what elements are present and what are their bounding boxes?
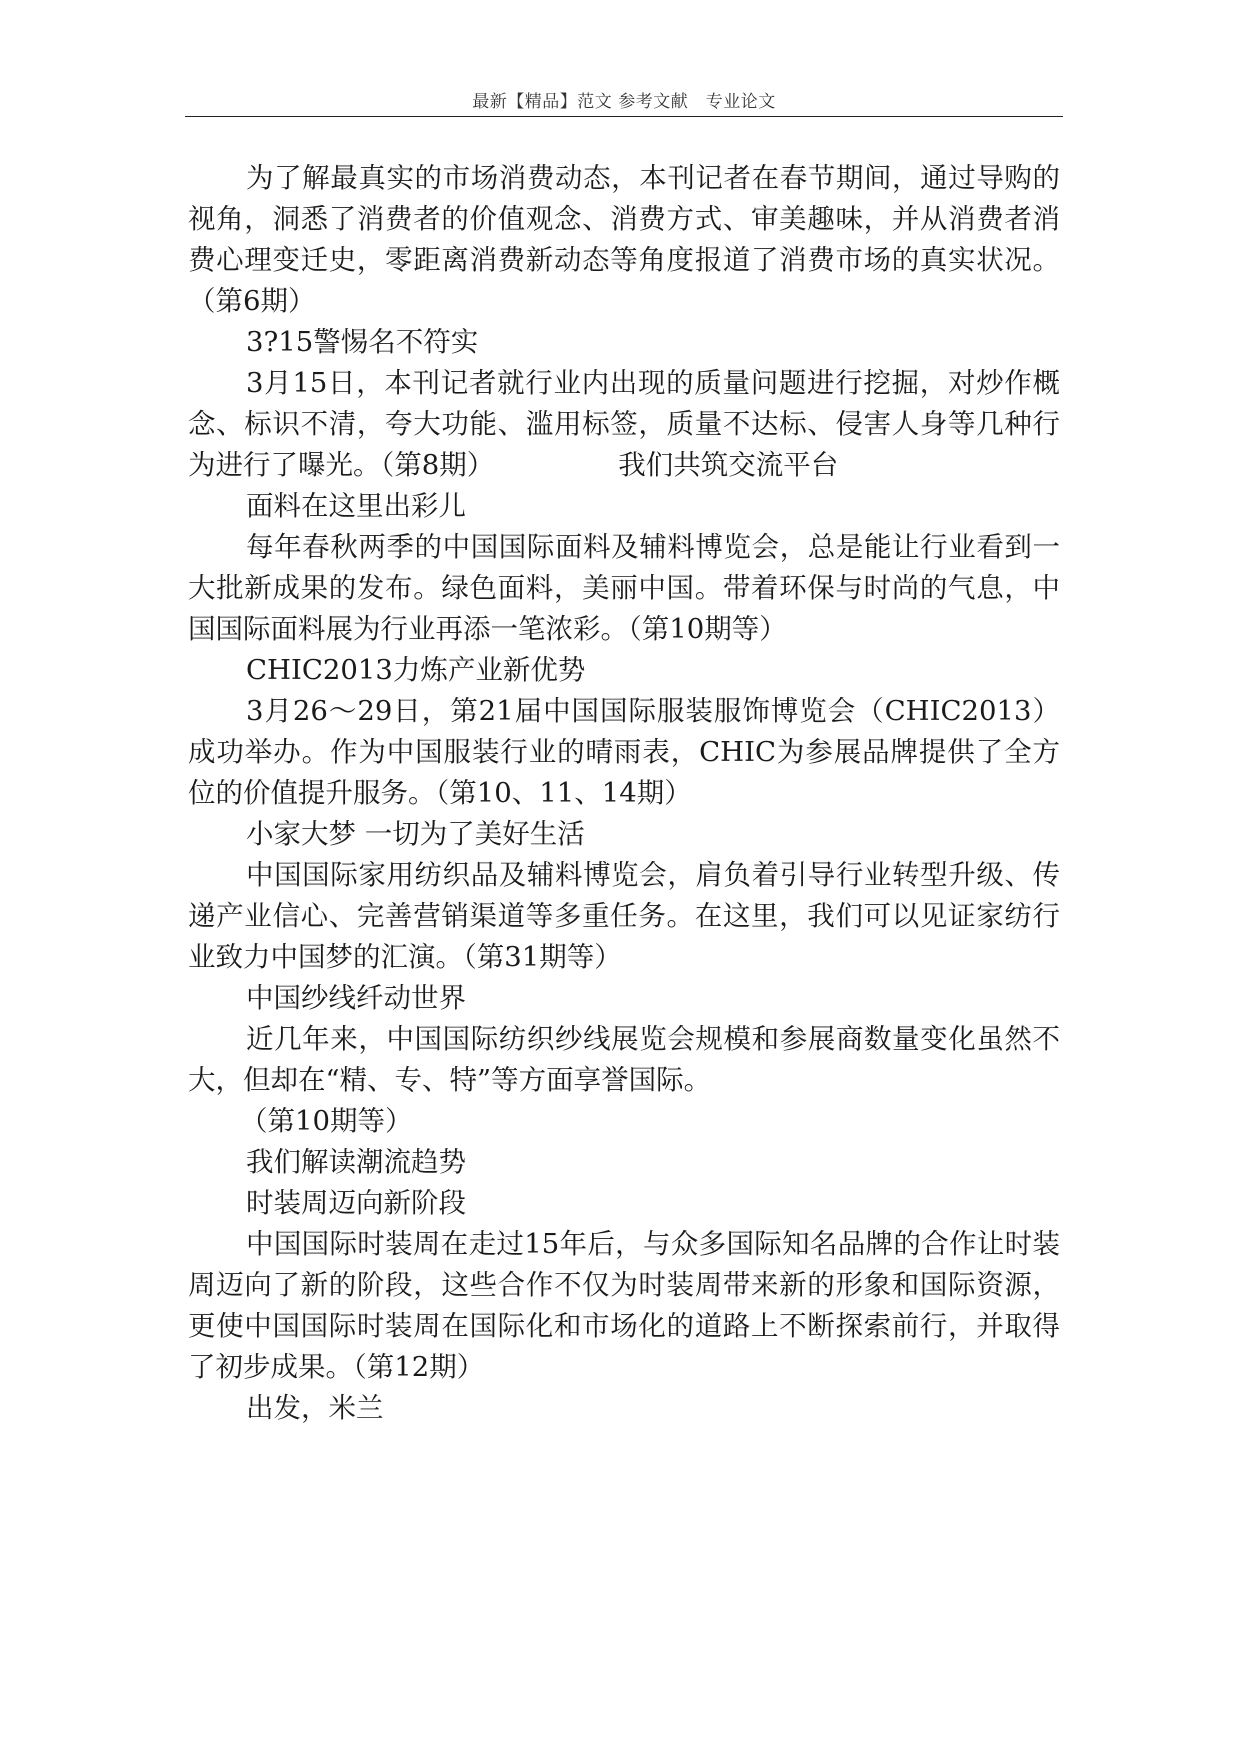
section-heading: 中国纱线纤动世界: [246, 982, 466, 1014]
section-heading: 时装周迈向新阶段: [246, 1187, 466, 1219]
paragraph: [188, 363, 1060, 486]
paragraph: 近几年来，中国国际纺织纱线展览会规模和参展商数量变化虽然不大，但却在“精、专、特”等方面享誉国际。: [188, 1023, 1060, 1096]
paragraph: 3月26～29日，第21届中国国际服装服饰博览会（CHIC2013）成功举办。作为中国服装行业的晴雨表，CHIC为参展品牌提供了全方位的价值提升服务。（第10、11、14期）: [188, 695, 1060, 809]
paragraph: 中国国际家用纺织品及辅料博览会，肩负着引导行业转型升级、传递产业信心、完善营销渠道等多重任务。在这里，我们可以见证家纺行业致力中国梦的汇演。（第31期等）: [188, 859, 1060, 973]
paragraph: 为了解最真实的市场消费动态，本刊记者在春节期间，通过导购的视角，洞悉了消费者的价值观念、消费方式、审美趣味，并从消费者消费心理变迁史，零距离消费新动态等角度报道了消费市场的真实状况。（第6期）: [188, 162, 1060, 317]
page-header: 最新【精品】范文 参考文献 专业论文: [472, 92, 776, 112]
section-heading: 小家大梦 一切为了美好生活: [246, 818, 585, 850]
document-body: [188, 158, 1060, 1429]
section-heading: 出发，米兰: [246, 1392, 384, 1424]
section-heading: 面料在这里出彩儿: [246, 490, 466, 522]
paragraph-text: 3月15日，本刊记者就行业内出现的质量问题进行挖掘，对炒作概念、标识不清，夸大功能、滥用标签，质量不达标、侵害人身等几种行为进行了曝光。（第8期）: [188, 367, 1060, 481]
section-heading: CHIC2013力炼产业新优势: [246, 654, 586, 686]
paragraph: 每年春秋两季的中国国际面料及辅料博览会，总是能让行业看到一大批新成果的发布。绿色面料，美丽中国。带着环保与时尚的气息，中国国际面料展为行业再添一笔浓彩。（第10期等）: [188, 531, 1060, 645]
issue-note: （第10期等）: [240, 1105, 413, 1137]
section-heading: 我们解读潮流趋势: [246, 1146, 466, 1178]
section-heading: 3?15警惕名不符实: [246, 326, 479, 358]
paragraph: 中国国际时装周在走过15年后，与众多国际知名品牌的合作让时装周迈向了新的阶段，这些合作不仅为时装周带来新的形象和国际资源，更使中国国际时装周在国际化和市场化的道路上不断探索前行，并取得了初步成果。（第12期）: [188, 1228, 1060, 1383]
inline-section-heading: 我们共筑交流平台: [618, 449, 839, 481]
header-rule: [185, 116, 1063, 117]
